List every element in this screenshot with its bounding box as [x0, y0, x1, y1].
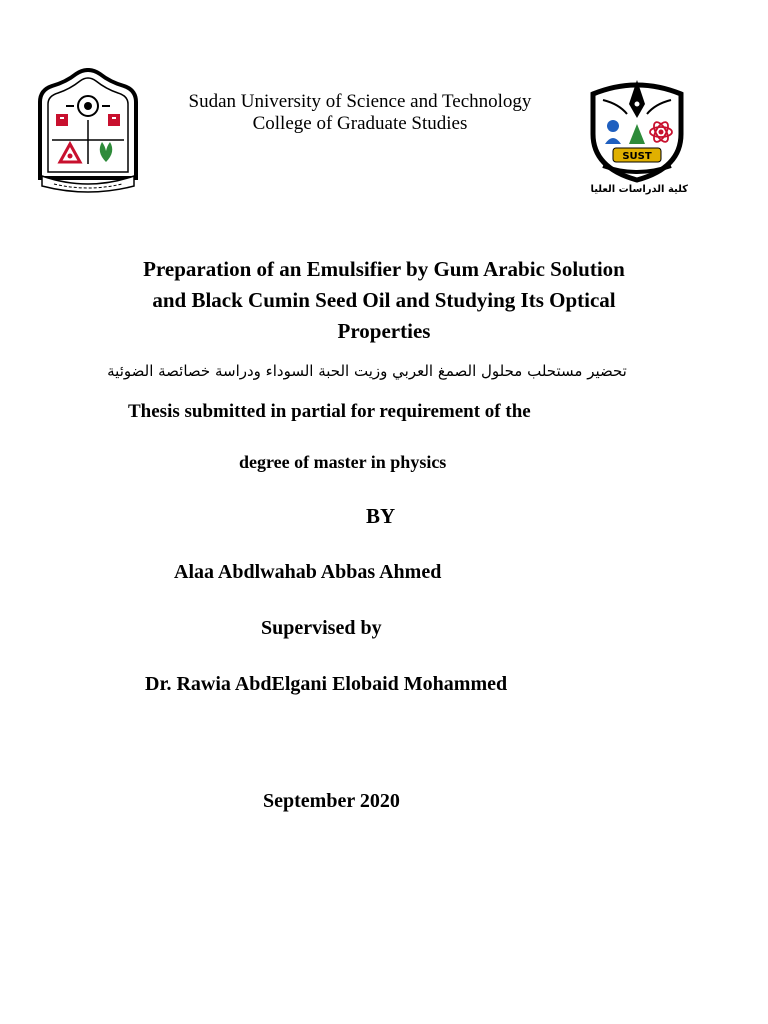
thesis-title-line-3: Properties: [337, 319, 431, 343]
thesis-title-line-1: Preparation of an Emulsifier by Gum Arabic Solution: [143, 257, 625, 281]
by-label: BY: [366, 504, 396, 528]
supervised-label: Supervised by: [261, 617, 382, 639]
author-name: Alaa Abdlwahab Abbas Ahmed: [174, 561, 442, 583]
college-name: College of Graduate Studies: [252, 113, 468, 134]
university-name: Sudan University of Science and Technology: [188, 91, 532, 112]
university-crest-logo: [36, 68, 140, 194]
college-emblem-icon: [583, 74, 691, 184]
sust-label: SUST: [622, 151, 652, 162]
thesis-title: [60, 254, 708, 347]
college-logo-caption: كلية الدراسات العليا: [590, 184, 688, 195]
degree-statement: degree of master in physics: [239, 452, 447, 472]
arabic-title: تحضير مستحلب محلول الصمغ العربي وزيت الحبة السوداء ودراسة خصائصة الضوئية: [107, 362, 627, 380]
supervisor-name: Dr. Rawia AbdElgani Elobaid Mohammed: [145, 673, 508, 695]
submission-statement: Thesis submitted in partial for requirement of the: [128, 401, 531, 422]
submission-date: September 2020: [263, 790, 400, 812]
university-crest-icon: [36, 68, 140, 194]
thesis-title-line-2: and Black Cumin Seed Oil and Studying Its Optical: [152, 288, 616, 312]
